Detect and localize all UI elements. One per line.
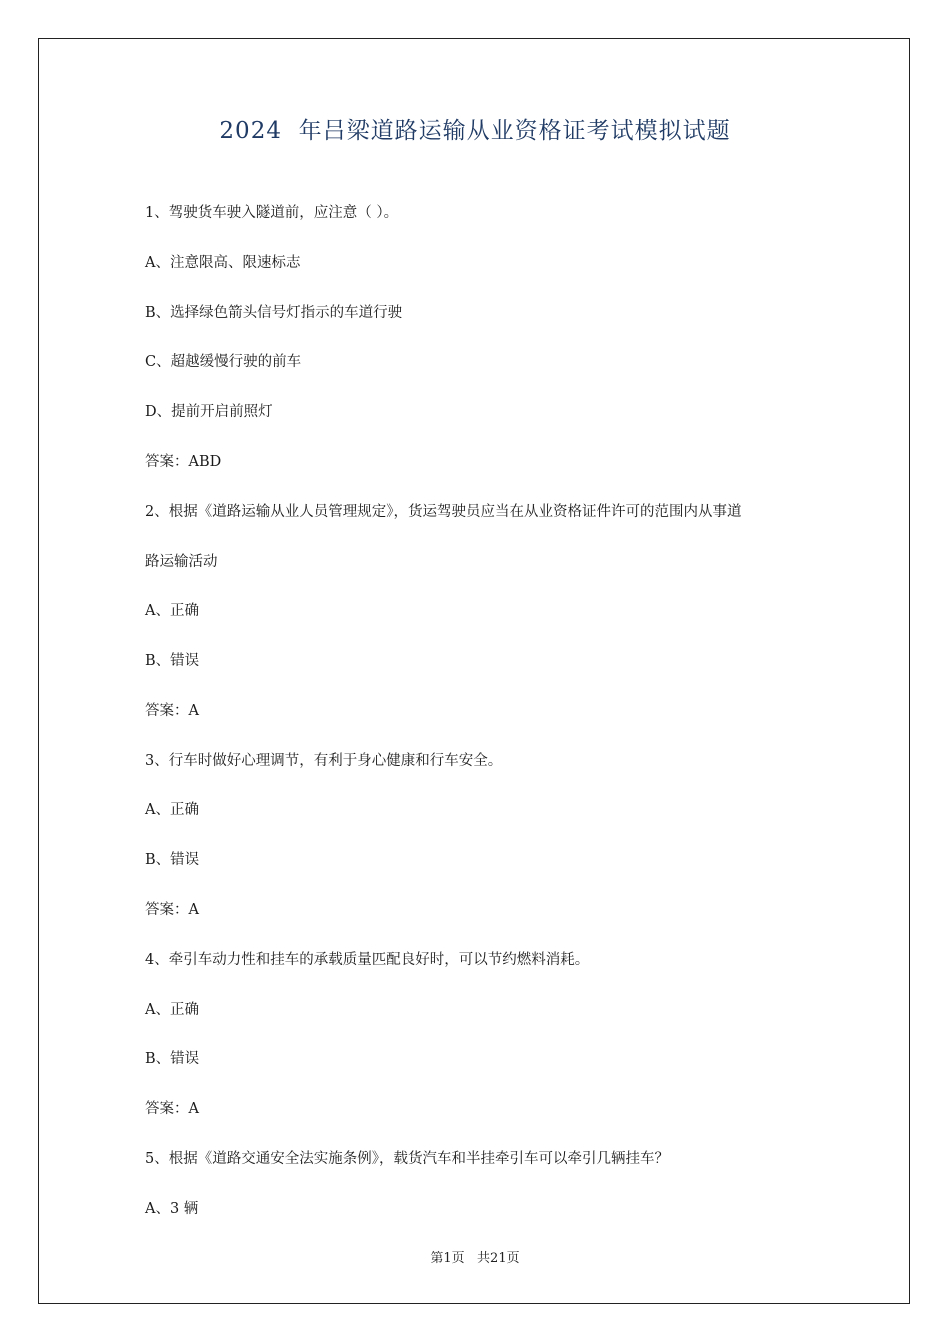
question-4-option-b: B、错误 [145, 1051, 200, 1067]
question-4: 4、牵引车动力性和挂车的承载质量匹配良好时，可以节约燃料消耗。 [145, 952, 590, 968]
question-2-continuation: 路运输活动 [145, 554, 218, 570]
question-4-option-a: A、正确 [145, 1002, 199, 1018]
question-1-option-d: D、提前开启前照灯 [145, 404, 273, 420]
question-2: 2、根据《道路运输从业人员管理规定》，货运驾驶员应当在从业资格证件许可的范围内从事道 [145, 504, 742, 520]
question-3: 3、行车时做好心理调节，有利于身心健康和行车安全。 [145, 753, 503, 769]
question-2-option-a: A、正确 [145, 603, 199, 619]
question-3-option-b: B、错误 [145, 852, 200, 868]
question-3-answer: 答案：A [145, 902, 199, 918]
question-1-option-a: A、注意限高、限速标志 [145, 255, 301, 271]
document-title: 2024 年吕梁道路运输从业资格证考试模拟试题 [219, 118, 731, 144]
question-2-option-b: B、错误 [145, 653, 200, 669]
question-4-answer: 答案：A [145, 1101, 199, 1117]
question-1-option-c: C、超越缓慢行驶的前车 [145, 354, 302, 370]
question-5: 5、根据《道路交通安全法实施条例》，载货汽车和半挂牵引车可以牵引几辆挂车？ [145, 1151, 669, 1167]
question-2-answer: 答案：A [145, 703, 199, 719]
question-1-answer: 答案：ABD [145, 454, 222, 470]
question-3-option-a: A、正确 [145, 802, 199, 818]
question-5-option-a: A、3 辆 [145, 1201, 199, 1217]
question-1: 1、驾驶货车驶入隧道前，应注意（ ）。 [145, 205, 399, 221]
page-footer: 第1页 共21页 [430, 1251, 520, 1266]
question-1-option-b: B、选择绿色箭头信号灯指示的车道行驶 [145, 305, 403, 321]
